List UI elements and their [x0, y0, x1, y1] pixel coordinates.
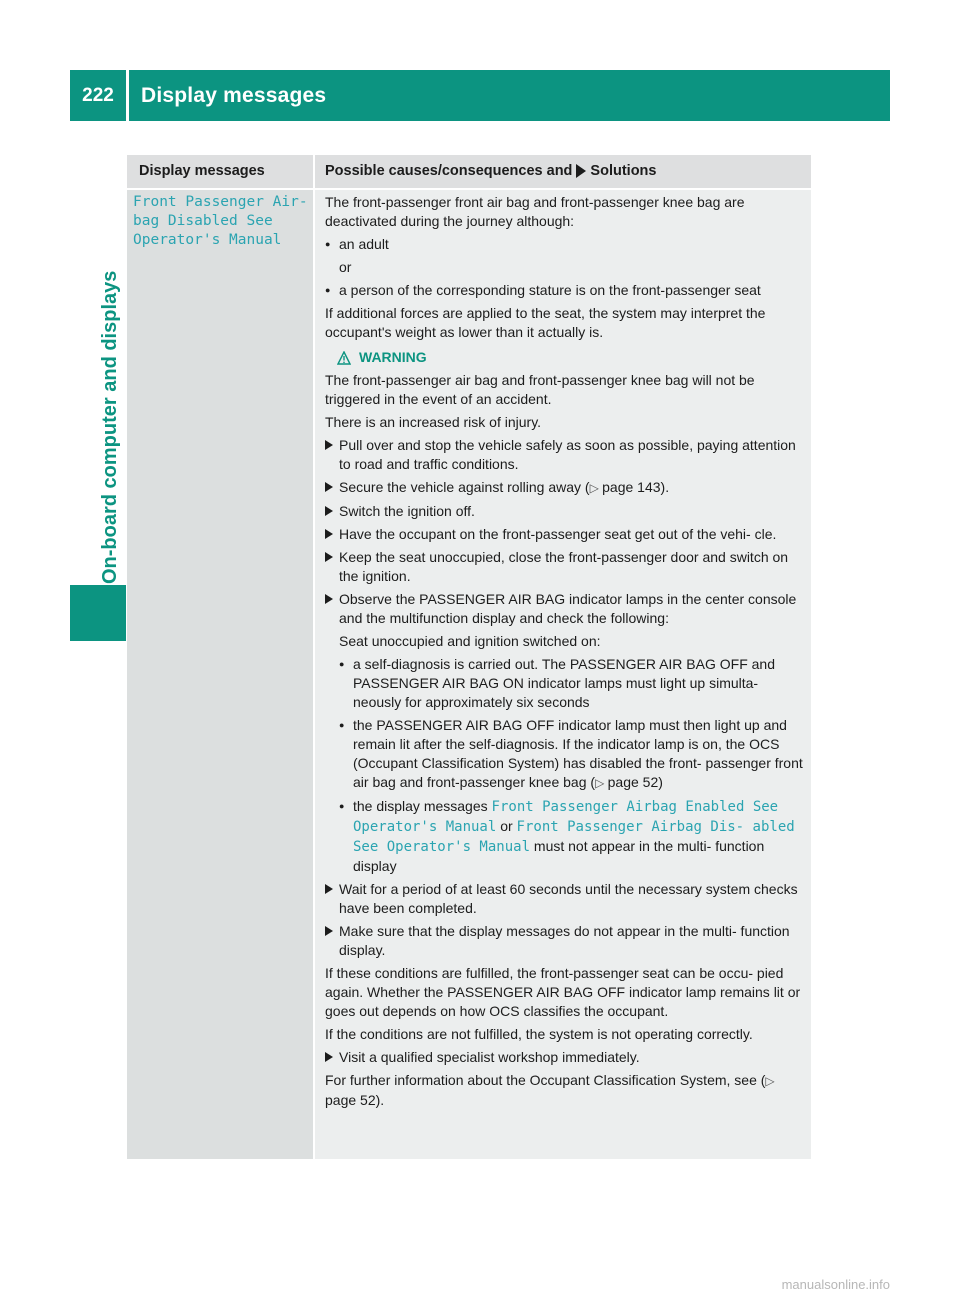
display-message-line: Front Passenger Air‐: [133, 194, 308, 210]
check-item: ● a self-diagnosis is carried out. The PASSENGER AIR BAG OFF and PASSENGER AIR BAG ON indicator lamps must light up simulta- neously for approximately six seconds: [325, 655, 803, 712]
column-header-causes-text: Possible causes/consequences and: [325, 163, 573, 179]
instruction-step: [325, 478, 803, 498]
or-text: or: [339, 259, 352, 275]
display-message-ref: Front Passenger Airbag Enabled See Operator's Manual: [353, 799, 779, 835]
header-divider-line: [127, 188, 811, 190]
page-title: Display messages: [141, 83, 327, 107]
message-column: [127, 190, 313, 1159]
warning-icon: [337, 351, 351, 365]
condition-intro: Seat unoccupied and ignition switched on:: [339, 633, 601, 649]
side-tab-marker: [70, 585, 126, 641]
not-fulfilled-text: If the conditions are not fulfilled, the system is not operating correctly.: [325, 1026, 753, 1042]
instruction-step: Make sure that the display messages do not appear in the multi- function display.: [325, 922, 803, 960]
page-ref-icon: ▷: [589, 481, 603, 495]
further-text: For further information about the Occupant Classification System, see (: [325, 1072, 766, 1088]
column-header-causes: [325, 163, 656, 179]
page-number: 222: [82, 84, 114, 106]
warning-heading: [337, 348, 803, 367]
messages-table: [127, 155, 811, 1159]
check-text: the PASSENGER AIR BAG OFF indicator lamp must then light up and remain lit after the self-diagnosis. If the indicator lamp is on, the OCS (Occupant Classification System) has disabled the front- passenger front air bag and front-passenger knee bag: [353, 717, 803, 790]
check-text: the display messages: [353, 798, 488, 814]
further-info: [325, 1071, 803, 1110]
intro-text: The front-passenger front air bag and front-passenger knee bag are deactivated during the journey although:: [325, 194, 745, 229]
check-text: must not appear in the multi- function display: [353, 838, 765, 874]
instruction-step: Wait for a period of at least 60 seconds until the necessary system checks have been completed.: [325, 880, 803, 918]
instruction-step: Keep the seat unoccupied, close the front-passenger door and switch on the ignition.: [325, 548, 803, 586]
risk-text: There is an increased risk of injury.: [325, 414, 542, 430]
column-header-solutions-text: Solutions: [590, 163, 657, 179]
step-text: Secure the vehicle against rolling away (: [339, 479, 590, 495]
instruction-step: Switch the ignition off.: [325, 502, 803, 521]
action-arrow-icon: [576, 164, 586, 178]
instruction-step: Pull over and stop the vehicle safely as soon as possible, paying attention to road and traffic conditions.: [325, 436, 803, 474]
cause-item: ● an adult: [325, 235, 803, 254]
solutions-content: [325, 193, 803, 1114]
table-header-row: [127, 155, 811, 188]
or-text: or: [500, 818, 513, 834]
display-message-ref: Front Passenger Airbag Dis‐ abled See Operator's Manual: [353, 819, 795, 855]
instruction-step: Observe the PASSENGER AIR BAG indicator lamps in the center console and the multifunction display and check the following:: [325, 590, 803, 628]
page-ref-icon: ▷: [595, 776, 608, 790]
warning-label: WARNING: [359, 349, 427, 365]
display-message-line: bag Disabled See: [133, 213, 273, 229]
column-divider: [313, 155, 315, 1159]
instruction-step: Visit a qualified specialist workshop immediately.: [325, 1048, 803, 1067]
check-item: ● the PASSENGER AIR BAG OFF indicator lamp must then light up and remain lit after the self-diagnosis. If the indicator lamp is on, the OCS (Occupant Classification System) has disabled the front- passenger front air bag and front-passenger knee bag (▷ page 52): [325, 716, 803, 793]
display-message: [133, 193, 309, 250]
additional-text: If additional forces are applied to the seat, the system may interpret the occupant's weight as lower than it actually is.: [325, 305, 766, 340]
warning-text: The front-passenger air bag and front-passenger knee bag will not be triggered in the event of an accident.: [325, 372, 755, 407]
page-reference[interactable]: page 52).: [325, 1092, 385, 1108]
cause-item: ● a person of the corresponding stature is on the front-passenger seat: [325, 281, 803, 300]
side-tab-label: On-board computer and displays: [99, 270, 121, 584]
column-header-messages: Display messages: [139, 163, 265, 179]
display-message-line: Operator's Manual: [133, 232, 282, 248]
check-item: [325, 797, 803, 876]
fulfilled-text: If these conditions are fulfilled, the front-passenger seat can be occu- pied again. Whether the PASSENGER AIR BAG OFF indicator lamp remains lit or goes out depends on how OCS classifies the occupant.: [325, 965, 801, 1019]
page-ref-icon: ▷: [765, 1074, 775, 1088]
watermark: manualsonline.info: [781, 1277, 890, 1292]
page-reference[interactable]: page 52): [607, 774, 663, 790]
instruction-step: Have the occupant on the front-passenger seat get out of the vehi- cle.: [325, 525, 803, 544]
page-reference[interactable]: page 143).: [602, 479, 670, 495]
header-divider: [126, 70, 129, 121]
